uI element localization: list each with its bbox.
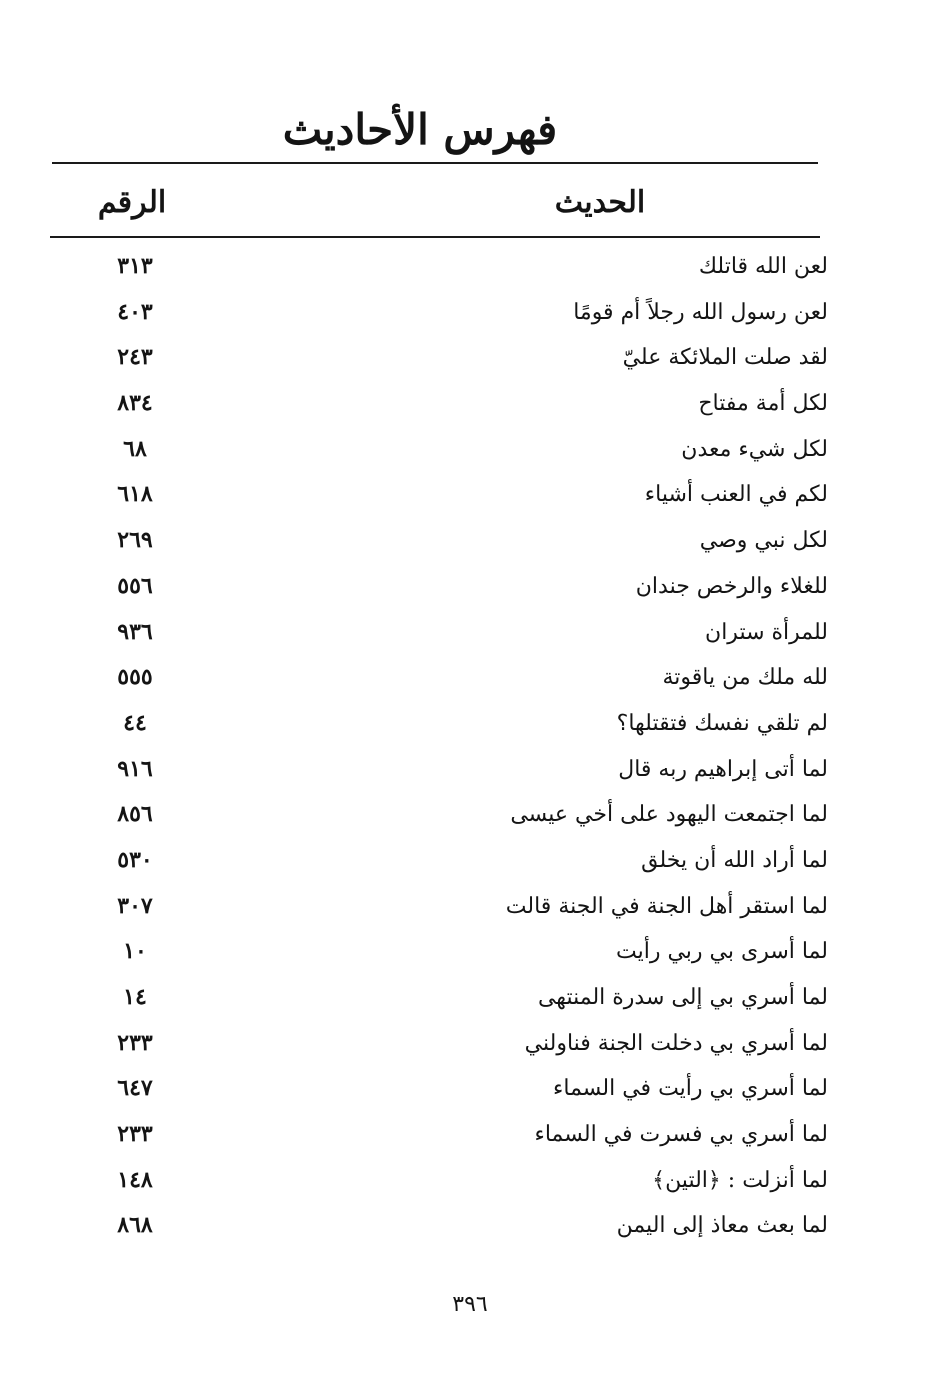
- hadith-number: ١٠: [123, 938, 147, 965]
- header-rule: [50, 236, 820, 238]
- column-header-number: الرقم: [97, 185, 167, 220]
- hadith-number: ١٤٨: [117, 1166, 153, 1193]
- hadith-number: ٤٠٣: [117, 298, 153, 325]
- hadith-text: لما بعث معاذ إلى اليمن: [616, 1213, 828, 1239]
- hadith-text: لما أسري بي إلى سدرة المنتهى: [537, 985, 828, 1010]
- page-title: فهرس الأحاديث: [282, 105, 558, 154]
- title-rule: [52, 162, 818, 164]
- hadith-number: ١٤: [123, 984, 147, 1010]
- hadith-number: ٩١٦: [117, 755, 153, 782]
- index-entry: [50, 929, 830, 975]
- hadith-number: ٥٣٠: [117, 846, 153, 873]
- hadith-number: ٨٥٦: [117, 801, 153, 828]
- hadith-number: ٦١٨: [117, 481, 153, 508]
- index-entry: [50, 747, 830, 793]
- hadith-number: ٣١٣: [117, 253, 153, 279]
- index-entry: [50, 701, 830, 747]
- index-entry: [50, 792, 830, 838]
- index-entry: [50, 1112, 830, 1158]
- index-entry: [50, 1203, 830, 1249]
- index-entry: [50, 1021, 830, 1067]
- index-entry: [50, 244, 830, 290]
- hadith-number: ٨٦٨: [117, 1212, 153, 1239]
- hadith-text: لله ملك من ياقوتة: [662, 665, 828, 691]
- index-entry: [50, 335, 830, 381]
- index-entry: [50, 381, 830, 427]
- index-entry: [50, 427, 830, 473]
- column-header-hadith: الحديث: [554, 185, 646, 220]
- hadith-number: ٢٣٣: [117, 1121, 153, 1148]
- hadith-text: لما أتى إبراهيم ربه قال: [618, 756, 828, 782]
- hadith-text: لما استقر أهل الجنة في الجنة قالت: [505, 893, 828, 919]
- hadith-number: ٤٤: [123, 709, 147, 736]
- index-entry: [50, 655, 830, 701]
- hadith-number: ٥٥٦: [117, 572, 153, 599]
- hadith-text: لكل نبي وصي: [699, 528, 828, 554]
- index-entry: [50, 290, 830, 336]
- hadith-text: لم تلقي نفسك فتقتلها؟: [616, 710, 828, 736]
- hadith-text: للغلاء والرخص جندان: [635, 573, 828, 599]
- hadith-number: ٦٨: [123, 435, 147, 462]
- hadith-text: لما أسري بي فسرت في السماء: [534, 1122, 828, 1148]
- index-entry: [50, 838, 830, 884]
- index-entry: [50, 1066, 830, 1112]
- hadith-text: لقد صلت الملائكة عليّ: [622, 345, 828, 371]
- hadith-number: ٩٣٦: [117, 618, 153, 645]
- hadith-number: ٢٦٩: [117, 527, 153, 554]
- hadith-index-list: [50, 244, 830, 1249]
- hadith-text: لعن الله قاتلك: [698, 254, 828, 279]
- hadith-number: ٨٣٤: [117, 390, 153, 417]
- hadith-number: ٦٤٧: [117, 1075, 153, 1102]
- index-entry: [50, 518, 830, 564]
- hadith-text: لما أسري بي رأيت في السماء: [553, 1076, 828, 1102]
- index-entry: [50, 975, 830, 1021]
- hadith-text: لما أراد الله أن يخلق: [641, 847, 828, 873]
- hadith-text: لكل شيء معدن: [681, 436, 828, 462]
- hadith-number: ٥٥٥: [117, 664, 153, 691]
- hadith-text: لما أنزلت : ﴿التين﴾: [652, 1167, 828, 1193]
- hadith-number: ٢٤٣: [117, 344, 153, 371]
- hadith-text: لما أسرى بي ربي رأيت: [615, 939, 828, 965]
- index-entry: [50, 610, 830, 656]
- index-entry: [50, 472, 830, 518]
- hadith-text: للمرأة ستران: [705, 619, 828, 645]
- index-entry: [50, 884, 830, 930]
- page-number: ٣٩٦: [452, 1292, 488, 1317]
- hadith-text: لما أسري بي دخلت الجنة فناولني: [524, 1030, 828, 1056]
- index-entry: [50, 564, 830, 610]
- hadith-text: لعن رسول الله رجلاً أم قومًا: [573, 299, 828, 325]
- hadith-text: لما اجتمعت اليهود على أخي عيسى: [510, 802, 828, 828]
- hadith-text: لكل أمة مفتاح: [698, 391, 828, 417]
- index-entry: [50, 1158, 830, 1204]
- hadith-number: ٢٣٣: [117, 1029, 153, 1056]
- hadith-text: لكم في العنب أشياء: [644, 482, 828, 508]
- hadith-number: ٣٠٧: [117, 892, 153, 919]
